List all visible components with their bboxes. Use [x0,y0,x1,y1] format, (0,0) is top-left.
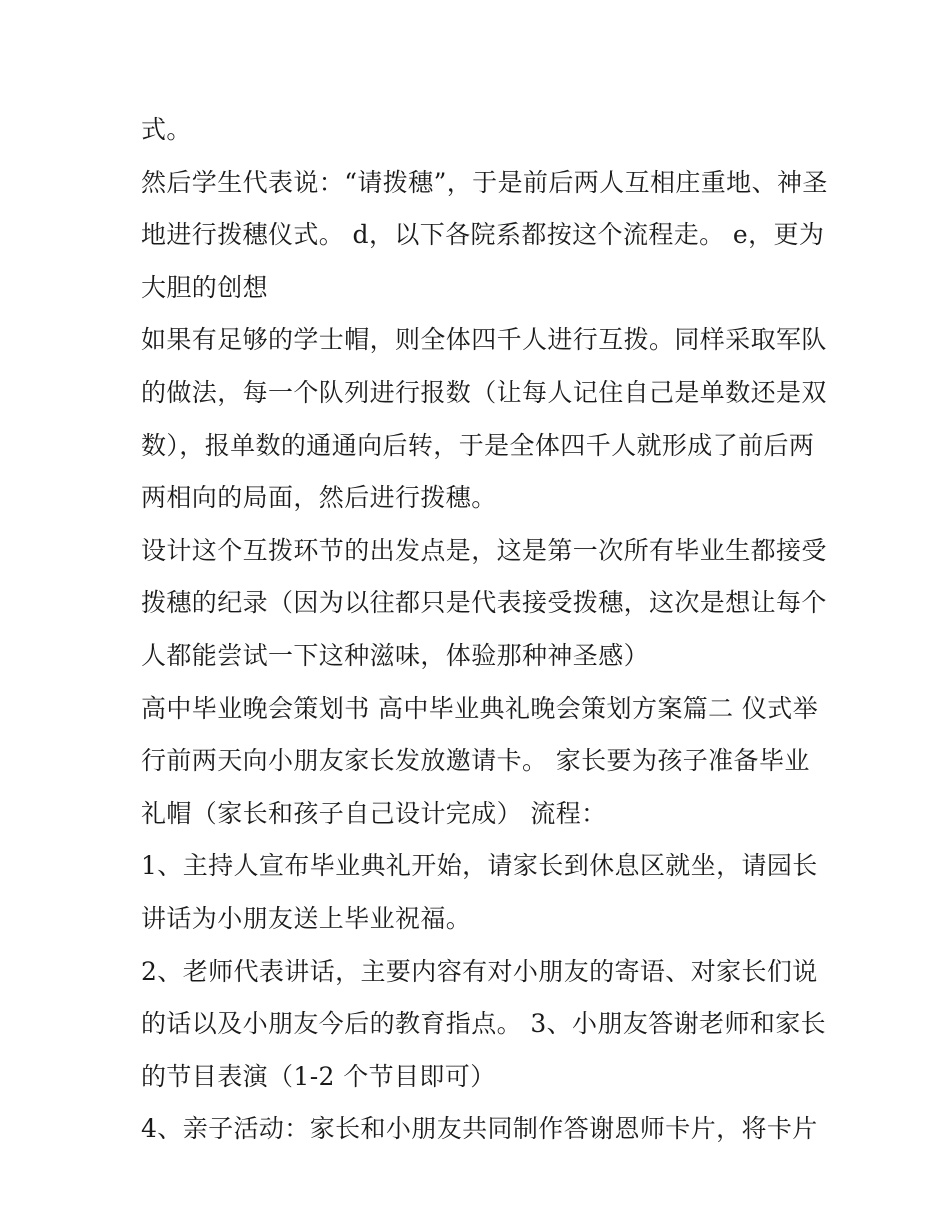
text-line: 的节目表演（1-2 个节目即可） [141,1061,496,1091]
text-line: 式。 [141,115,192,144]
text-line: 大胆的创想 [141,272,269,302]
text-line: 1、主持人宣布毕业典礼开始，请家长到休息区就坐，请园长 [141,851,818,881]
text-line: 2、老师代表讲话，主要内容有对小朋友的寄语、对家长们说 [141,956,818,986]
text-line: 行前两天向小朋友家长发放邀请卡。 家长要为孩子准备毕业 [141,746,810,776]
text-line: 人都能尝试一下这种滋味，体验那种神圣感） [141,640,650,670]
text-line: 的做法，每一个队列进行报数（让每人记住自己是单数还是双 [141,377,827,407]
text-line: 礼帽（家长和孩子自己设计完成） 流程： [141,798,607,828]
document-body [141,104,828,1156]
text-line: 高中毕业晚会策划书 高中毕业典礼晚会策划方案篇二 仪式举 [141,693,819,723]
text-line: 然后学生代表说：“请拨穗”，于是前后两人互相庄重地、神圣 [141,167,828,197]
text-line: 的话以及小朋友今后的教育指点。 3、小朋友答谢老师和家长 [141,1009,827,1039]
text-line: 两相向的局面，然后进行拨穗。 [141,483,497,513]
text-line: 4、亲子活动：家长和小朋友共同制作答谢恩师卡片，将卡片 [141,1114,818,1144]
text-line: 讲话为小朋友送上毕业祝福。 [141,903,472,933]
text-line: 地进行拨穗仪式。 d，以下各院系都按这个流程走。 e，更为 [141,220,825,250]
text-line: 如果有足够的学士帽，则全体四千人进行互拨。同样采取军队 [141,325,827,355]
text-line: 设计这个互拨环节的出发点是，这是第一次所有毕业生都接受 [141,535,827,565]
text-line: 数），报单数的通通向后转，于是全体四千人就形成了前后两 [141,430,815,460]
text-line: 拨穗的纪录（因为以往都只是代表接受拨穗，这次是想让每个 [141,588,827,618]
